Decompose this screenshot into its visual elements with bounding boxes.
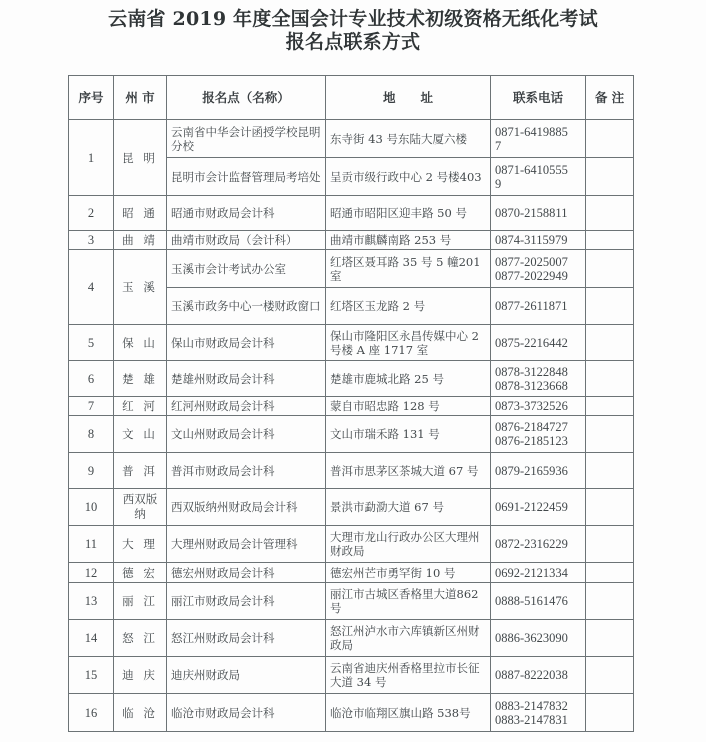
site-remarks (586, 657, 634, 694)
site-address: 临沧市临翔区旗山路 538号 (326, 694, 491, 732)
site-address: 红塔区玉龙路 2 号 (326, 288, 491, 325)
phone-number: 0874-3115979 (495, 233, 568, 247)
site-name: 楚雄州财政局会计科 (167, 361, 326, 397)
phone-number: 0871-6410555 (495, 162, 568, 177)
row-number: 12 (69, 563, 114, 583)
site-name: 云南省中华会计函授学校昆明分校 (167, 120, 326, 158)
table-row (69, 620, 634, 657)
row-number: 3 (69, 231, 114, 250)
phone-number: 0876-2185123 (495, 434, 568, 448)
site-name: 迪庆州财政局 (167, 657, 326, 694)
site-remarks (586, 325, 634, 361)
site-address: 怒江州泸水市六库镇新区州财政局 (326, 620, 491, 657)
site-phone (491, 453, 586, 489)
site-address: 丽江市古城区香格里大道862 号 (326, 583, 491, 620)
table-row (69, 563, 634, 583)
table-row (69, 583, 634, 620)
site-address: 文山市瑞禾路 131 号 (326, 416, 491, 453)
row-number: 5 (69, 325, 114, 361)
site-name: 西双版纳州财政局会计科 (167, 489, 326, 526)
row-city: 楚 雄 (114, 361, 167, 397)
table-row (69, 526, 634, 563)
site-phone (491, 158, 586, 196)
site-phone (491, 489, 586, 526)
site-remarks (586, 453, 634, 489)
site-name: 怒江州财政局会计科 (167, 620, 326, 657)
phone-number: 0870-2158811 (495, 206, 568, 220)
site-remarks (586, 361, 634, 397)
row-number: 8 (69, 416, 114, 453)
site-remarks (586, 158, 634, 196)
site-address: 楚雄市鹿城北路 25 号 (326, 361, 491, 397)
row-city: 红 河 (114, 397, 167, 416)
phone-number: 0886-3623090 (495, 631, 568, 645)
site-phone (491, 416, 586, 453)
site-remarks (586, 397, 634, 416)
site-name: 昆明市会计监督管理局考培处 (167, 158, 326, 196)
table-header-row (69, 76, 634, 120)
site-address: 云南省迪庆州香格里拉市长征大道 34 号 (326, 657, 491, 694)
site-remarks (586, 250, 634, 288)
site-phone (491, 526, 586, 563)
site-phone (491, 397, 586, 416)
row-number: 9 (69, 453, 114, 489)
table-body (69, 120, 634, 732)
row-number: 13 (69, 583, 114, 620)
site-name: 临沧市财政局会计科 (167, 694, 326, 732)
table-row (69, 120, 634, 158)
row-number: 10 (69, 489, 114, 526)
phone-number: 0887-8222038 (495, 668, 568, 682)
row-city: 迪 庆 (114, 657, 167, 694)
row-number: 16 (69, 694, 114, 732)
header-remarks: 备 注 (586, 76, 634, 120)
phone-number: 0888-5161476 (495, 594, 568, 608)
phone-number: 0876-2184727 (495, 420, 568, 434)
row-number: 6 (69, 361, 114, 397)
phone-number: 0877-2022949 (495, 268, 568, 283)
site-address: 景洪市勐泐大道 67 号 (326, 489, 491, 526)
site-name: 丽江市财政局会计科 (167, 583, 326, 620)
site-name: 文山州财政局会计科 (167, 416, 326, 453)
row-number: 15 (69, 657, 114, 694)
phone-number: 9 (495, 176, 502, 191)
row-city: 德 宏 (114, 563, 167, 583)
header-phone: 联系电话 (491, 76, 586, 120)
header-city: 州 市 (114, 76, 167, 120)
document-title (0, 8, 706, 54)
site-address: 蒙自市昭忠路 128 号 (326, 397, 491, 416)
row-number: 14 (69, 620, 114, 657)
site-phone (491, 694, 586, 732)
row-city: 大 理 (114, 526, 167, 563)
row-city: 玉 溪 (114, 250, 167, 325)
site-phone (491, 250, 586, 288)
phone-number: 0873-3732526 (495, 399, 568, 413)
site-address: 呈贡市级行政中心 2 号楼403 (326, 158, 491, 196)
phone-number: 0872-2316229 (495, 537, 568, 551)
row-city: 曲 靖 (114, 231, 167, 250)
site-name: 红河州财政局会计科 (167, 397, 326, 416)
site-phone (491, 620, 586, 657)
phone-number: 0871-6419885 (495, 124, 568, 139)
row-number: 11 (69, 526, 114, 563)
site-phone (491, 196, 586, 231)
phone-number: 0879-2165936 (495, 463, 568, 478)
header-address: 地 址 (326, 76, 491, 120)
site-remarks (586, 288, 634, 325)
site-phone (491, 657, 586, 694)
site-name: 德宏州财政局会计科 (167, 563, 326, 583)
site-remarks (586, 563, 634, 583)
header-site-name: 报名点（名称） (167, 76, 326, 120)
site-remarks (586, 231, 634, 250)
phone-number: 0878-3123668 (495, 378, 568, 393)
site-phone (491, 231, 586, 250)
table-row (69, 453, 634, 489)
title-line-1: 云南省 2019 年度全国会计专业技术初级资格无纸化考试 (108, 8, 598, 30)
site-phone (491, 325, 586, 361)
site-address: 大理市龙山行政办公区大理州财政局 (326, 526, 491, 563)
site-remarks (586, 489, 634, 526)
site-remarks (586, 620, 634, 657)
site-name: 昭通市财政局会计科 (167, 196, 326, 231)
row-city: 临 沧 (114, 694, 167, 732)
site-remarks (586, 196, 634, 231)
site-name: 曲靖市财政局（会计科） (167, 231, 326, 250)
site-remarks (586, 120, 634, 158)
header-no: 序号 (69, 76, 114, 120)
site-address: 昭通市昭阳区迎丰路 50 号 (326, 196, 491, 231)
row-number: 1 (69, 120, 114, 196)
table-row (69, 416, 634, 453)
site-name: 玉溪市政务中心一楼财政窗口 (167, 288, 326, 325)
table-row (69, 250, 634, 288)
site-address: 德宏州芒市勇罕街 10 号 (326, 563, 491, 583)
row-number: 2 (69, 196, 114, 231)
site-remarks (586, 416, 634, 453)
phone-number: 0883-2147831 (495, 712, 568, 727)
table-row (69, 657, 634, 694)
table-row (69, 231, 634, 250)
site-name: 保山市财政局会计科 (167, 325, 326, 361)
row-city: 丽 江 (114, 583, 167, 620)
row-city: 保 山 (114, 325, 167, 361)
site-address: 红塔区聂耳路 35 号 5 幢201 室 (326, 250, 491, 288)
phone-number: 0692-2121334 (495, 565, 568, 580)
row-number: 7 (69, 397, 114, 416)
row-city: 普 洱 (114, 453, 167, 489)
site-address: 曲靖市麒麟南路 253 号 (326, 231, 491, 250)
site-remarks (586, 526, 634, 563)
phone-number: 0877-2611871 (495, 299, 568, 313)
phone-number: 7 (495, 138, 502, 153)
row-city: 昆 明 (114, 120, 167, 196)
row-city: 西双版纳 (114, 489, 167, 526)
phone-number: 0691-2122459 (495, 500, 568, 514)
phone-number: 0875-2216442 (495, 335, 568, 350)
site-name: 大理州财政局会计管理科 (167, 526, 326, 563)
site-address: 东寺街 43 号东陆大厦六楼 (326, 120, 491, 158)
site-address: 保山市隆阳区永昌传媒中心 2 号楼 A 座 1717 室 (326, 325, 491, 361)
table-row (69, 397, 634, 416)
site-name: 玉溪市会计考试办公室 (167, 250, 326, 288)
site-address: 普洱市思茅区茶城大道 67 号 (326, 453, 491, 489)
site-phone (491, 120, 586, 158)
phone-number: 0877-2025007 (495, 254, 568, 269)
row-city: 昭 通 (114, 196, 167, 231)
phone-number: 0878-3122848 (495, 364, 568, 379)
table-row (69, 325, 634, 361)
table-row (69, 489, 634, 526)
row-city: 文 山 (114, 416, 167, 453)
table-row (69, 361, 634, 397)
table-row (69, 694, 634, 732)
site-phone (491, 563, 586, 583)
site-phone (491, 361, 586, 397)
registration-sites-table (68, 75, 634, 732)
site-phone (491, 583, 586, 620)
site-phone (491, 288, 586, 325)
site-remarks (586, 583, 634, 620)
row-number: 4 (69, 250, 114, 325)
phone-number: 0883-2147832 (495, 698, 568, 713)
site-name: 普洱市财政局会计科 (167, 453, 326, 489)
row-city: 怒 江 (114, 620, 167, 657)
title-line-2: 报名点联系方式 (285, 31, 421, 53)
site-remarks (586, 694, 634, 732)
table-row (69, 196, 634, 231)
